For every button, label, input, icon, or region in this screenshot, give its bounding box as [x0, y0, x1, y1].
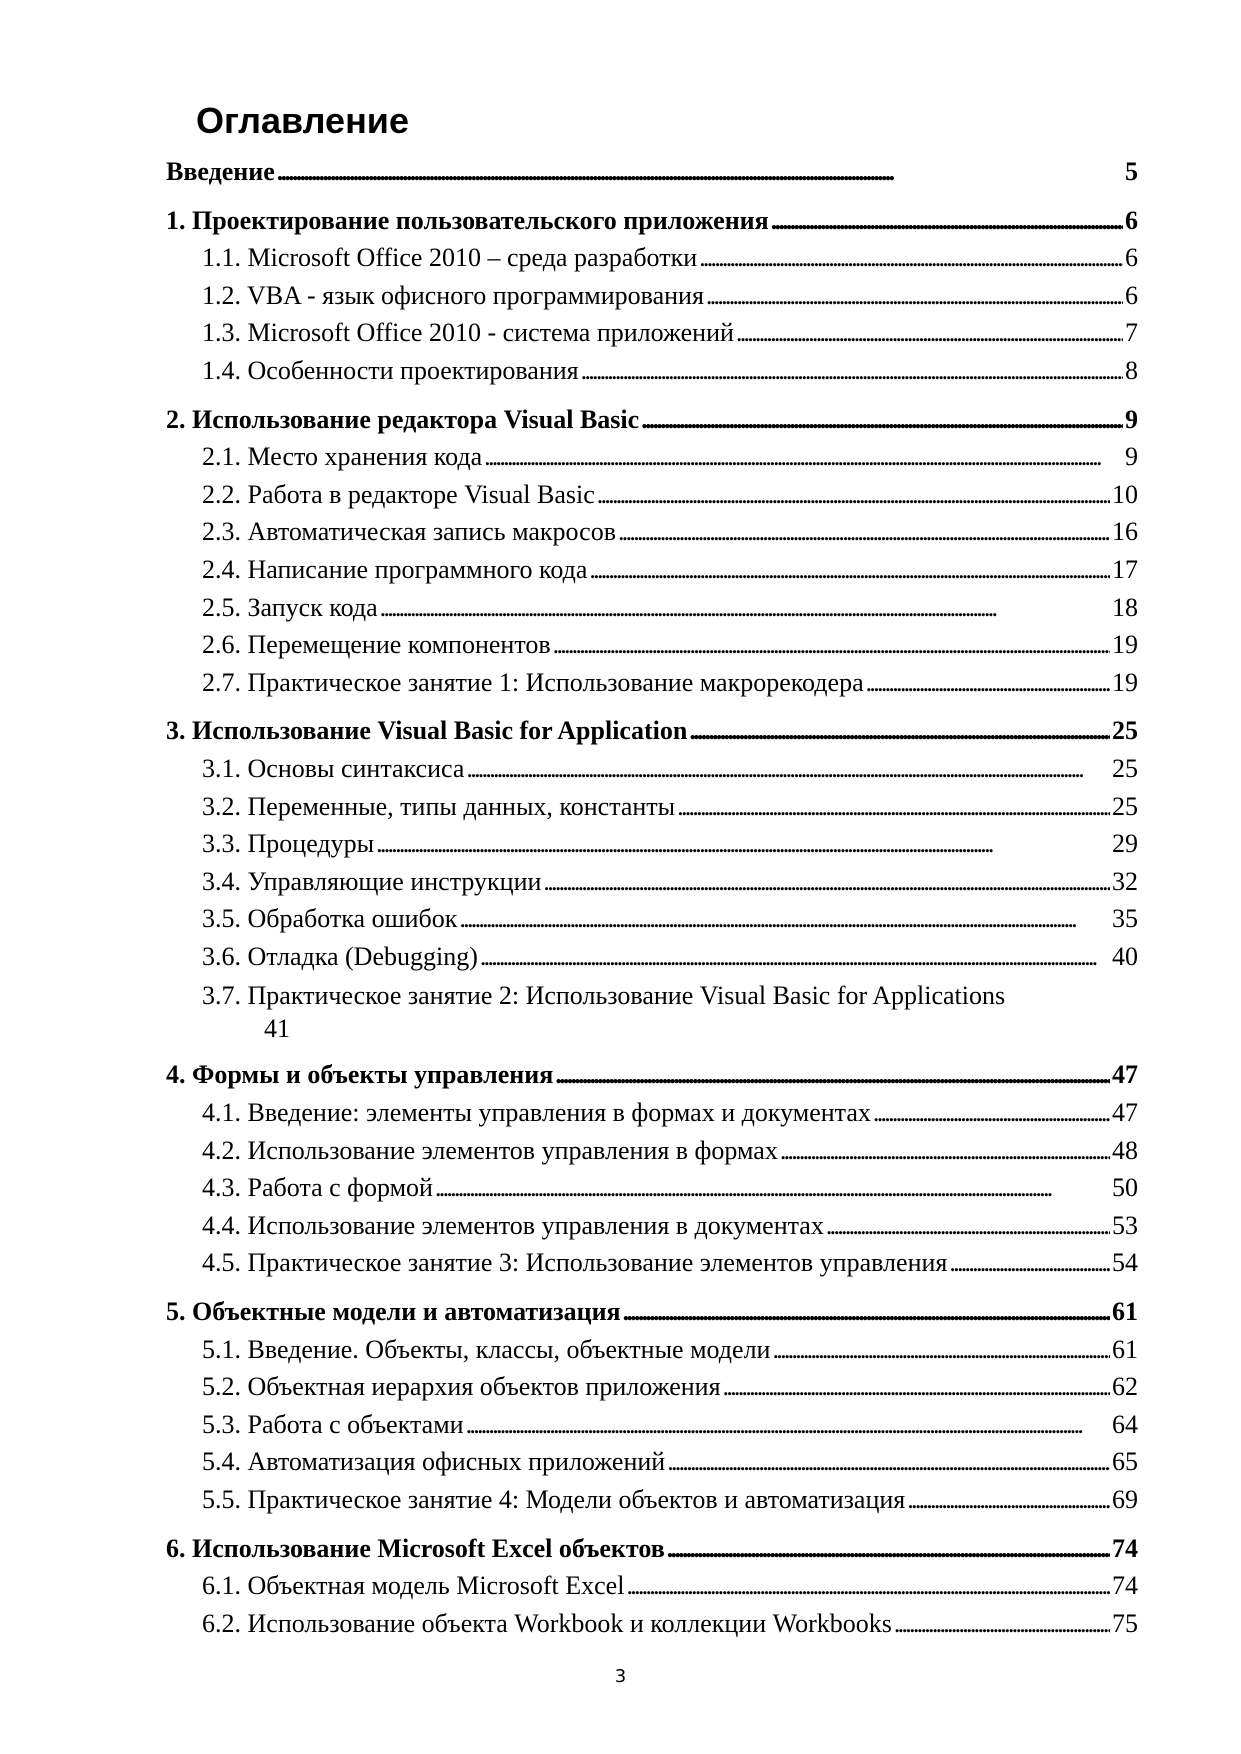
toc-entry-title: 2.4. Написание программного кода [202, 554, 588, 584]
toc-entry-page: 40 [1112, 941, 1138, 971]
toc-entry-page: 69 [1112, 1485, 1138, 1514]
toc-entry[interactable] [166, 356, 1138, 394]
dot-leader [376, 829, 1110, 859]
toc-entry-title: 1.3. Microsoft Office 2010 - система приложений [202, 318, 734, 348]
dot-leader [589, 555, 1110, 585]
toc-entry-title: 1.2. VBA - язык офисного программирования [202, 280, 704, 310]
toc-entry-page: 9 [1125, 442, 1138, 472]
toc-entry[interactable] [166, 904, 1138, 942]
toc-entry-page: 61 [1112, 1334, 1138, 1364]
toc-entry-title: 3.1. Основы синтаксиса [202, 753, 465, 783]
toc-entry-title: 5. Объектные модели и автоматизация [166, 1297, 621, 1327]
toc-entry-title: 3. Использование Visual Basic for Application [166, 716, 688, 746]
toc-entry-page: 47 [1112, 1098, 1138, 1128]
toc-entry-page: 53 [1112, 1210, 1138, 1240]
toc-entry-page: 50 [1112, 1173, 1138, 1203]
toc-entry-title: 3.5. Обработка ошибок [202, 904, 458, 934]
dot-leader [380, 593, 1110, 623]
toc-entry-page: 25 [1112, 716, 1138, 746]
dot-leader [771, 206, 1123, 236]
toc-entry-page: 6 [1125, 243, 1138, 273]
toc-entry[interactable] [166, 792, 1138, 830]
toc-entry[interactable] [166, 1335, 1138, 1373]
toc-entry-title: 2.1. Место хранения кода [202, 442, 483, 472]
dot-leader [484, 442, 1123, 472]
toc-entry-title: 2.6. Перемещение компонентов [202, 630, 551, 660]
toc-entry[interactable] [166, 668, 1138, 706]
toc-entry-page: 41 [264, 1014, 290, 1044]
dot-leader [894, 1609, 1110, 1639]
toc-entry-title: 5.4. Автоматизация офисных приложений [202, 1447, 666, 1477]
dot-leader [466, 1410, 1110, 1440]
toc-entry-page: 10 [1112, 479, 1138, 509]
dot-leader [907, 1485, 1110, 1515]
toc-entry-page: 17 [1112, 554, 1138, 584]
toc-entry-title: 2. Использование редактора Visual Basic [166, 404, 640, 434]
dot-leader [667, 1447, 1110, 1477]
toc-entry[interactable] [166, 829, 1138, 867]
toc-entry-page: 19 [1112, 667, 1138, 697]
dot-leader [543, 867, 1110, 897]
toc-entry-page: 7 [1125, 318, 1138, 348]
toc-entry-title: 4.1. Введение: элементы управления в формах и документах [202, 1098, 871, 1128]
toc-entry[interactable] [166, 517, 1138, 555]
toc-entry[interactable] [166, 442, 1138, 480]
dot-leader [480, 942, 1110, 972]
dot-leader [699, 243, 1123, 273]
toc-entry-page: 32 [1112, 866, 1138, 896]
toc-entry[interactable] [166, 1248, 1138, 1286]
dot-leader [949, 1248, 1110, 1278]
toc-entry[interactable] [166, 1571, 1138, 1609]
dot-leader [873, 1098, 1110, 1128]
toc-entry-page: 25 [1112, 791, 1138, 821]
toc-entry-title: 1.1. Microsoft Office 2010 – среда разработки [202, 243, 698, 273]
toc-entry[interactable] [166, 1173, 1138, 1211]
toc-chapter[interactable] [166, 1297, 1138, 1335]
dot-leader [826, 1211, 1110, 1241]
dot-leader [597, 480, 1110, 510]
toc-entry[interactable] [166, 1372, 1138, 1410]
page-title: Оглавление [196, 100, 409, 141]
page-number: 3 [614, 1666, 627, 1687]
toc-entry-page: 74 [1112, 1571, 1138, 1601]
toc-entry-title: 1.4. Особенности проектирования [202, 355, 579, 385]
dot-leader [677, 792, 1110, 822]
toc-chapter[interactable] [166, 1060, 1138, 1098]
toc-entry[interactable] [166, 942, 1138, 980]
dot-leader [435, 1173, 1110, 1203]
dot-leader [553, 630, 1110, 660]
toc-entry-title: 3.7. Практическое занятие 2: Использование Visual Basic for Applications [202, 981, 1006, 1011]
toc-entry-page: 18 [1112, 592, 1138, 622]
toc-entry-page: 65 [1112, 1447, 1138, 1477]
toc-entry-title: 4.5. Практическое занятие 3: Использование элементов управления [202, 1248, 948, 1278]
dot-leader [736, 318, 1123, 348]
dot-leader [772, 1335, 1110, 1365]
toc-chapter[interactable] [166, 405, 1138, 443]
toc-entry[interactable] [166, 1211, 1138, 1249]
toc-entry-title: 6. Использование Microsoft Excel объектов [166, 1533, 665, 1563]
dot-leader [641, 405, 1123, 435]
toc-entry[interactable] [166, 243, 1138, 281]
toc-entry-page: 35 [1112, 904, 1138, 934]
toc-entry-title: 5.3. Работа с объектами [202, 1409, 464, 1439]
dot-leader [618, 517, 1110, 547]
toc-entry[interactable] [166, 1410, 1138, 1448]
dot-leader [866, 668, 1110, 698]
toc-entry-page: 62 [1112, 1372, 1138, 1402]
toc-entry-title: 4.4. Использование элементов управления в документах [202, 1210, 824, 1240]
toc-entry-title: 4.3. Работа с формой [202, 1173, 433, 1203]
toc-entry-page: 6 [1125, 205, 1138, 235]
toc-chapter[interactable] [166, 157, 1138, 195]
toc-entry-title: 3.6. Отладка (Debugging) [202, 941, 478, 971]
dot-leader [581, 356, 1123, 386]
toc-entry-title: 5.5. Практическое занятие 4: Модели объектов и автоматизация [202, 1485, 906, 1514]
toc-entry-page: 61 [1112, 1297, 1138, 1327]
toc-entry[interactable] [166, 867, 1138, 905]
toc-entry[interactable] [166, 979, 1138, 1049]
toc-chapter[interactable] [166, 206, 1138, 244]
toc-entry-title: 2.7. Практическое занятие 1: Использование макрорекодера [202, 667, 864, 697]
toc-entry-title: 3.3. Процедуры [202, 829, 375, 859]
toc-entry-page: 75 [1112, 1608, 1138, 1638]
table-of-contents [166, 157, 1138, 1646]
toc-entry[interactable] [166, 754, 1138, 792]
toc-entry-page: 16 [1112, 517, 1138, 547]
toc-entry[interactable] [166, 1485, 1138, 1523]
toc-entry-title: 4.2. Использование элементов управления в формах [202, 1135, 778, 1165]
toc-entry[interactable] [166, 480, 1138, 518]
toc-entry[interactable] [166, 281, 1138, 319]
toc-entry[interactable] [166, 1609, 1138, 1647]
toc-entry[interactable] [166, 555, 1138, 593]
dot-leader [466, 754, 1110, 784]
dot-leader [706, 281, 1123, 311]
toc-entry-page: 6 [1125, 280, 1138, 310]
toc-entry-title: 1. Проектирование пользовательского приложения [166, 205, 769, 235]
dot-leader [623, 1297, 1110, 1327]
toc-entry-title: 6.1. Объектная модель Microsoft Excel [202, 1571, 625, 1601]
dot-leader [689, 716, 1110, 746]
toc-entry-title: 6.2. Использование объекта Workbook и коллекции Workbooks [202, 1608, 892, 1638]
toc-entry-title: 3.4. Управляющие инструкции [202, 866, 542, 896]
toc-entry-page: 64 [1112, 1409, 1138, 1439]
dot-leader [459, 904, 1110, 934]
dot-leader [723, 1372, 1110, 1402]
toc-entry-title: 4. Формы и объекты управления [166, 1060, 554, 1090]
toc-chapter[interactable] [166, 1534, 1138, 1572]
toc-entry-title: 5.2. Объектная иерархия объектов приложения [202, 1372, 721, 1402]
toc-entry[interactable] [166, 1447, 1138, 1485]
dot-leader [667, 1534, 1110, 1564]
toc-entry-page: 19 [1112, 630, 1138, 660]
toc-entry-title: Введение [166, 157, 275, 186]
toc-entry-page: 74 [1112, 1533, 1138, 1563]
toc-entry-page: 47 [1112, 1060, 1138, 1090]
dot-leader [780, 1136, 1110, 1166]
toc-entry-title: 3.2. Переменные, типы данных, константы [202, 791, 676, 821]
toc-entry-page: 8 [1125, 355, 1138, 385]
toc-entry[interactable] [166, 1136, 1138, 1174]
dot-leader [277, 157, 1123, 187]
dot-leader [626, 1571, 1110, 1601]
toc-entry-title: 2.2. Работа в редакторе Visual Basic [202, 479, 595, 509]
toc-entry-page: 5 [1125, 157, 1138, 186]
toc-entry[interactable] [166, 630, 1138, 668]
toc-entry[interactable] [166, 593, 1138, 631]
toc-entry-page: 29 [1112, 829, 1138, 859]
toc-entry-title: 5.1. Введение. Объекты, классы, объектные модели [202, 1334, 771, 1364]
toc-entry-title: 2.3. Автоматическая запись макросов [202, 517, 616, 547]
toc-entry-page: 25 [1112, 753, 1138, 783]
toc-entry-page: 48 [1112, 1135, 1138, 1165]
toc-entry[interactable] [166, 318, 1138, 356]
toc-entry-page: 54 [1112, 1248, 1138, 1278]
toc-chapter[interactable] [166, 716, 1138, 754]
toc-entry-title: 2.5. Запуск кода [202, 592, 378, 622]
toc-entry-page: 9 [1125, 404, 1138, 434]
dot-leader [555, 1060, 1110, 1090]
toc-entry[interactable] [166, 1098, 1138, 1136]
